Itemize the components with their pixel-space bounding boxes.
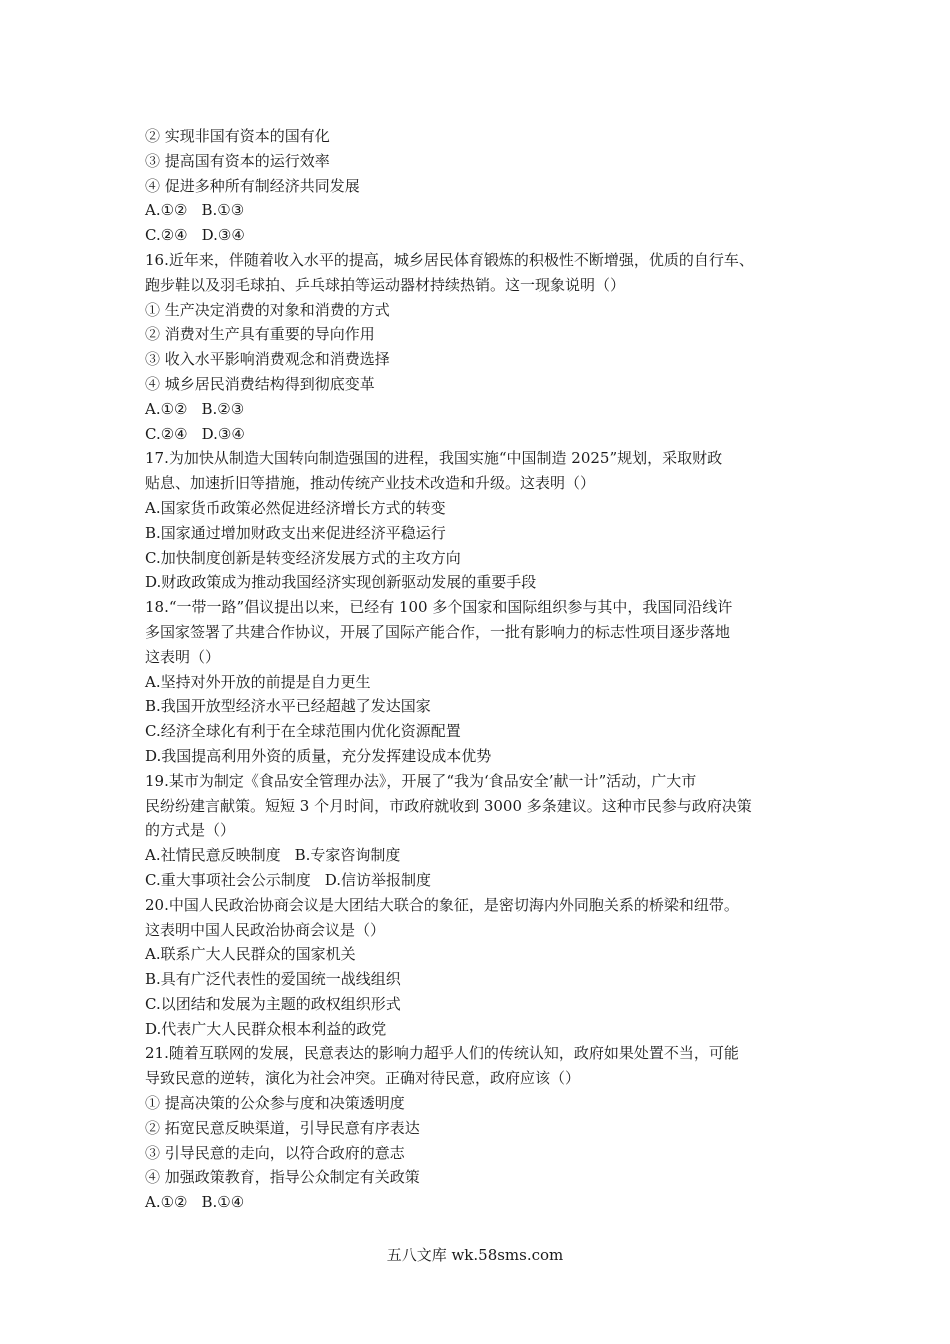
text-line: ④ 促进多种所有制经济共同发展 [145,176,360,195]
text-line: ① 提高决策的公众参与度和决策透明度 [145,1094,405,1113]
option-text: D.信访举报制度 [324,870,431,889]
text-line: D.代表广大人民群众根本利益的政党 [145,1019,387,1038]
option-text: B.②③ [201,399,245,418]
text-line: ② 实现非国有资本的国有化 [145,127,330,145]
text-line: 民纷纷建言献策。短短 3 个月时间，市政府就收到 3000 多条建议。这种市民参与政府决策 [145,796,752,815]
text-line: D.财政政策成为推动我国经济实现创新驱动发展的重要手段 [145,573,537,592]
text-line: C.加快制度创新是转变经济发展方式的主攻方向 [145,548,461,567]
document-body [145,124,835,1215]
text-line [145,843,835,868]
text-line [145,397,835,422]
text-line: C.经济全球化有利于在全球范围内优化资源配置 [145,722,461,741]
text-line: A.联系广大人民群众的国家机关 [145,945,356,964]
text-line: 17.为加快从制造大国转向制造强国的进程，我国实施“中国制造 2025”规划，采取财政 [145,449,723,468]
text-line: 的方式是（） [145,821,236,840]
text-line: ④ 加强政策教育，指导公众制定有关政策 [145,1168,420,1187]
option-text: C.重大事项社会公示制度 [145,870,311,889]
text-line: 这表明（） [145,647,221,666]
option-text: A.①② [145,201,188,220]
option-text: B.①④ [201,1193,245,1212]
text-line: 多国家签署了共建合作协议，开展了国际产能合作，一批有影响力的标志性项目逐步落地 [145,622,731,641]
text-line: ② 消费对生产具有重要的导向作用 [145,325,375,344]
text-line: ④ 城乡居民消费结构得到彻底变革 [145,374,375,393]
text-line: B.我国开放型经济水平已经超越了发达国家 [145,697,431,716]
text-line [145,868,835,893]
option-text: A.①② [145,1193,188,1212]
text-line: ③ 收入水平影响消费观念和消费选择 [145,350,390,369]
text-line: C.以团结和发展为主题的政权组织形式 [145,994,401,1013]
text-line [145,422,835,447]
text-line: 20.中国人民政治协商会议是大团结大联合的象征，是密切海内外同胞关系的桥梁和纽带。 [145,895,739,914]
text-line: D.我国提高利用外资的质量，充分发挥建设成本优势 [145,746,492,765]
option-text: A.①② [145,399,188,418]
text-line: 跑步鞋以及羽毛球拍、乒乓球拍等运动器材持续热销。这一现象说明（） [145,275,626,294]
text-line: 18.“一带一路”倡议提出以来，已经有 100 多个国家和国际组织参与其中，我国同沿线许 [145,598,733,617]
text-line: 19.某市为制定《食品安全管理办法》，开展了“我为‘食品安全’献一计”活动，广大市 [145,771,697,790]
page-footer: 五八文库 wk.58sms.com [386,1246,564,1264]
text-line: A.国家货币政策必然促进经济增长方式的转变 [145,498,446,517]
text-line [145,1190,835,1215]
text-line: 贴息、加速折旧等措施，推动传统产业技术改造和升级。这表明（） [145,474,596,493]
option-text: A.社情民意反映制度 [145,846,281,865]
text-line: B.国家通过增加财政支出来促进经济平稳运行 [145,523,446,542]
text-line: B.具有广泛代表性的爱国统一战线组织 [145,970,401,989]
text-line [145,223,835,248]
text-line: ② 拓宽民意反映渠道，引导民意有序表达 [145,1118,420,1137]
option-text: C.②④ [145,226,188,245]
option-text: D.③④ [201,226,245,245]
text-line: ① 生产决定消费的对象和消费的方式 [145,300,390,319]
text-line [145,198,835,223]
text-line: 这表明中国人民政治协商会议是（） [145,920,386,939]
option-text: D.③④ [201,424,245,443]
text-line: ③ 提高国有资本的运行效率 [145,151,330,170]
text-line: 16.近年来，伴随着收入水平的提高，城乡居民体育锻炼的积极性不断增强，优质的自行车、 [145,250,754,269]
option-text: C.②④ [145,424,188,443]
text-line: ③ 引导民意的走向，以符合政府的意志 [145,1143,405,1162]
text-line: 21.随着互联网的发展，民意表达的影响力超乎人们的传统认知，政府如果处置不当，可能 [145,1044,739,1063]
option-text: B.专家咨询制度 [294,846,401,865]
text-line: 导致民意的逆转，演化为社会冲突。正确对待民意，政府应该（） [145,1069,581,1088]
text-line: A.坚持对外开放的前提是自力更生 [145,672,371,691]
option-text: B.①③ [201,201,245,220]
